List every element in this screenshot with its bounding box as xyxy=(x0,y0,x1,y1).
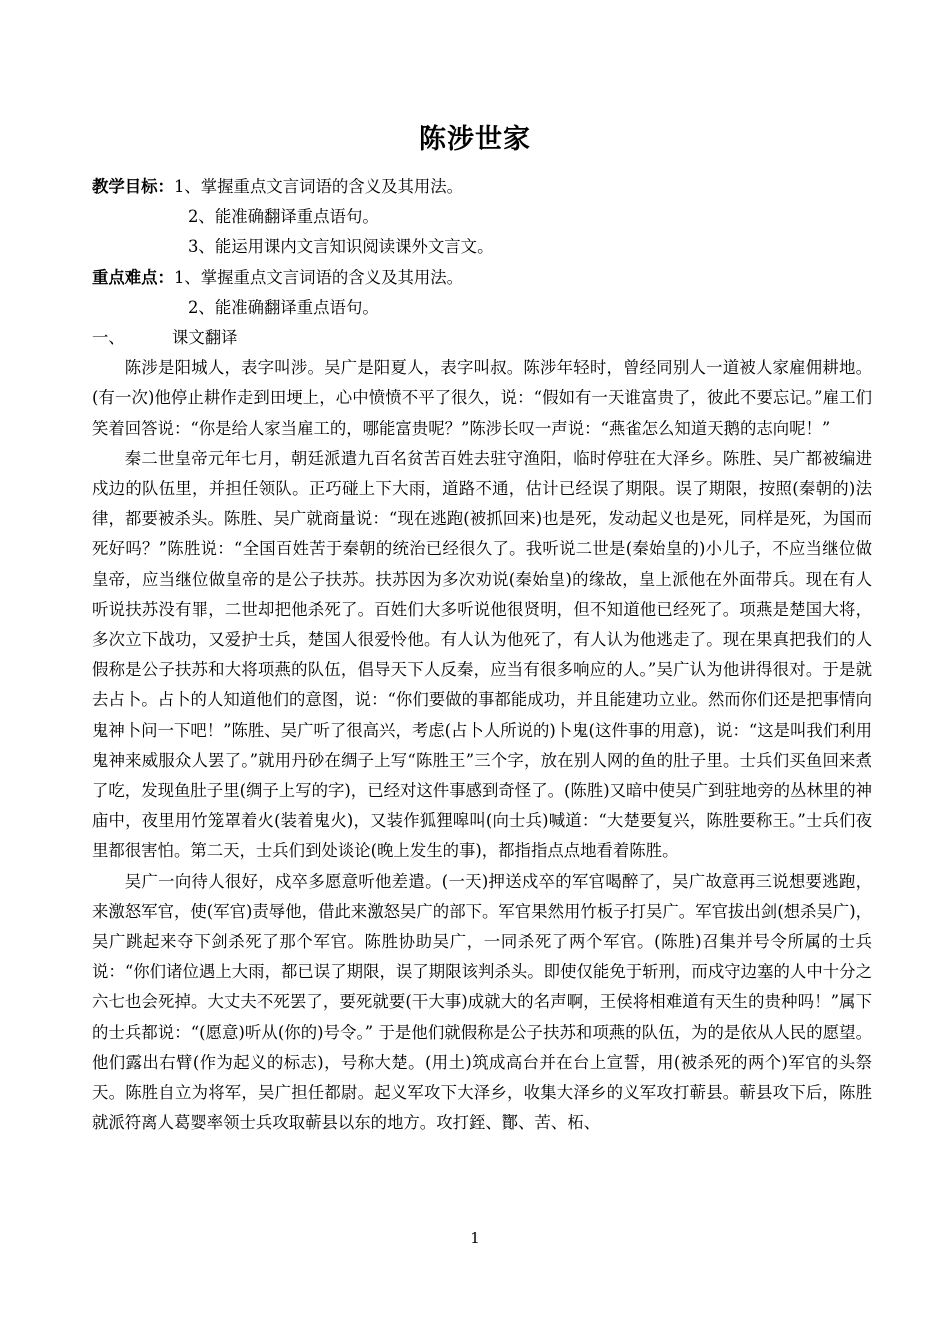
difficulty-item: 1、掌握重点文言词语的含义及其用法。 xyxy=(173,267,464,287)
objective-item: 1、掌握重点文言词语的含义及其用法。 xyxy=(173,177,464,196)
objective-row-1 xyxy=(92,172,872,202)
page-number: 1 xyxy=(470,1229,480,1247)
objective-row-3 xyxy=(92,232,872,262)
section-heading xyxy=(92,323,872,353)
difficulty-row-1 xyxy=(92,263,872,293)
difficulty-item: 2、能准确翻译重点语句。 xyxy=(188,297,379,317)
section-title: 课文翻译 xyxy=(172,328,238,348)
paragraph: 吴广一向待人很好，戍卒多愿意听他差遣。(一天)押送戍卒的军官喝醉了，吴广故意再三说想要逃跑，来激怒军官，使(军官)责辱他，借此来激怒吴广的部下。军官果然用竹板子打吴广。军官拔出剑(想杀吴广)，吴广跳起来夺下剑杀死了那个军官。陈胜协助吴广，一同杀死了两个军官。(陈胜)召集并号令所属的士兵说：“你们诸位遇上大雨，都已误了期限，误了期限该判杀头。即使仅能免于斩刑，而戍守边塞的人中十分之六七也会死掉。大丈夫不死罢了，要死就要(干大事)成就大的名声啊，王侯将相难道有天生的贵种吗！”属下的士兵都说：“(愿意)听从(你的)号令。” 于是他们就假称是公子扶苏和项燕的队伍，为的是依从人民的愿望。他们露出右臂(作为起义的标志)，号称大楚。(用土)筑成高台并在台上宣誓，用(被杀死的两个)军官的头祭天。陈胜自立为将军，吴广担任都尉。起义军攻下大泽乡，收集大泽乡的义军攻打蕲县。蕲县攻下后，陈胜就派符离人葛婴率领士兵攻取蕲县以东的地方。攻打銍、酇、苦、柘、 xyxy=(92,871,872,1133)
objective-row-2 xyxy=(92,202,872,232)
document-title: 陈涉世家 xyxy=(419,124,531,155)
section-number: 一、 xyxy=(92,328,125,348)
objectives-label: 教学目标： xyxy=(92,177,174,196)
objective-item: 2、能准确翻译重点语句。 xyxy=(188,207,379,227)
difficulties-label: 重点难点： xyxy=(92,267,174,287)
document-body xyxy=(92,172,872,1139)
difficulty-row-2 xyxy=(92,293,872,323)
paragraph: 陈涉是阳城人，表字叫涉。吴广是阳夏人，表字叫叔。陈涉年轻时，曾经同别人一道被人家雇佣耕地。(有一次)他停止耕作走到田埂上，心中愤愤不平了很久，说：“假如有一天谁富贵了，彼此不要忘记。”雇工们笑着回答说：“你是给人家当雇工的，哪能富贵呢？”陈涉长叹一声说：“燕雀怎么知道天鹅的志向呢！” xyxy=(92,358,872,438)
paragraph: 秦二世皇帝元年七月，朝廷派遣九百名贫苦百姓去驻守渔阳，临时停驻在大泽乡。陈胜、吴广都被编进戍边的队伍里，并担任领队。正巧碰上下大雨，道路不通，估计已经误了期限。误了期限，按照(秦朝的)法律，都要被杀头。陈胜、吴广就商量说：“现在逃跑(被抓回来)也是死，发动起义也是死，同样是死，为国而死好吗？”陈胜说：“全国百姓苦于秦朝的统治已经很久了。我听说二世是(秦始皇的)小儿子，不应当继位做皇帝，应当继位做皇帝的是公子扶苏。扶苏因为多次劝说(秦始皇)的缘故，皇上派他在外面带兵。现在有人听说扶苏没有罪，二世却把他杀死了。百姓们大多听说他很贤明，但不知道他已经死了。项燕是楚国大将，多次立下战功，又爱护士兵，楚国人很爱怜他。有人认为他死了，有人认为他逃走了。现在果真把我们的人假称是公子扶苏和大将项燕的队伍，倡导天下人反秦，应当有很多响应的人。”吴广认为他讲得很对。于是就去占卜。占卜的人知道他们的意图，说：“你们要做的事都能成功，并且能建功立业。然而你们还是把事情向鬼神卜问一下吧！”陈胜、吴广听了很高兴，考虑(占卜人所说的)卜鬼(这件事的用意)，说：“这是叫我们利用鬼神来威服众人罢了。”就用丹砂在绸子上写“陈胜王”三个字，放在别人网的鱼的肚子里。士兵们买鱼回来煮了吃，发现鱼肚子里(绸子上写的字)，已经对这件事感到奇怪了。(陈胜)又暗中使吴广到驻地旁的丛林里的神庙中，夜里用竹笼罩着火(装着鬼火)，又装作狐狸嗥叫(向士兵)喊道：“大楚要复兴，陈胜要称王。”士兵们夜里都很害怕。第二天，士兵们到处谈论(晚上发生的事)，都指指点点地看着陈胜。 xyxy=(92,448,872,861)
objective-item: 3、能运用课内文言知识阅读课外文言文。 xyxy=(188,237,494,257)
